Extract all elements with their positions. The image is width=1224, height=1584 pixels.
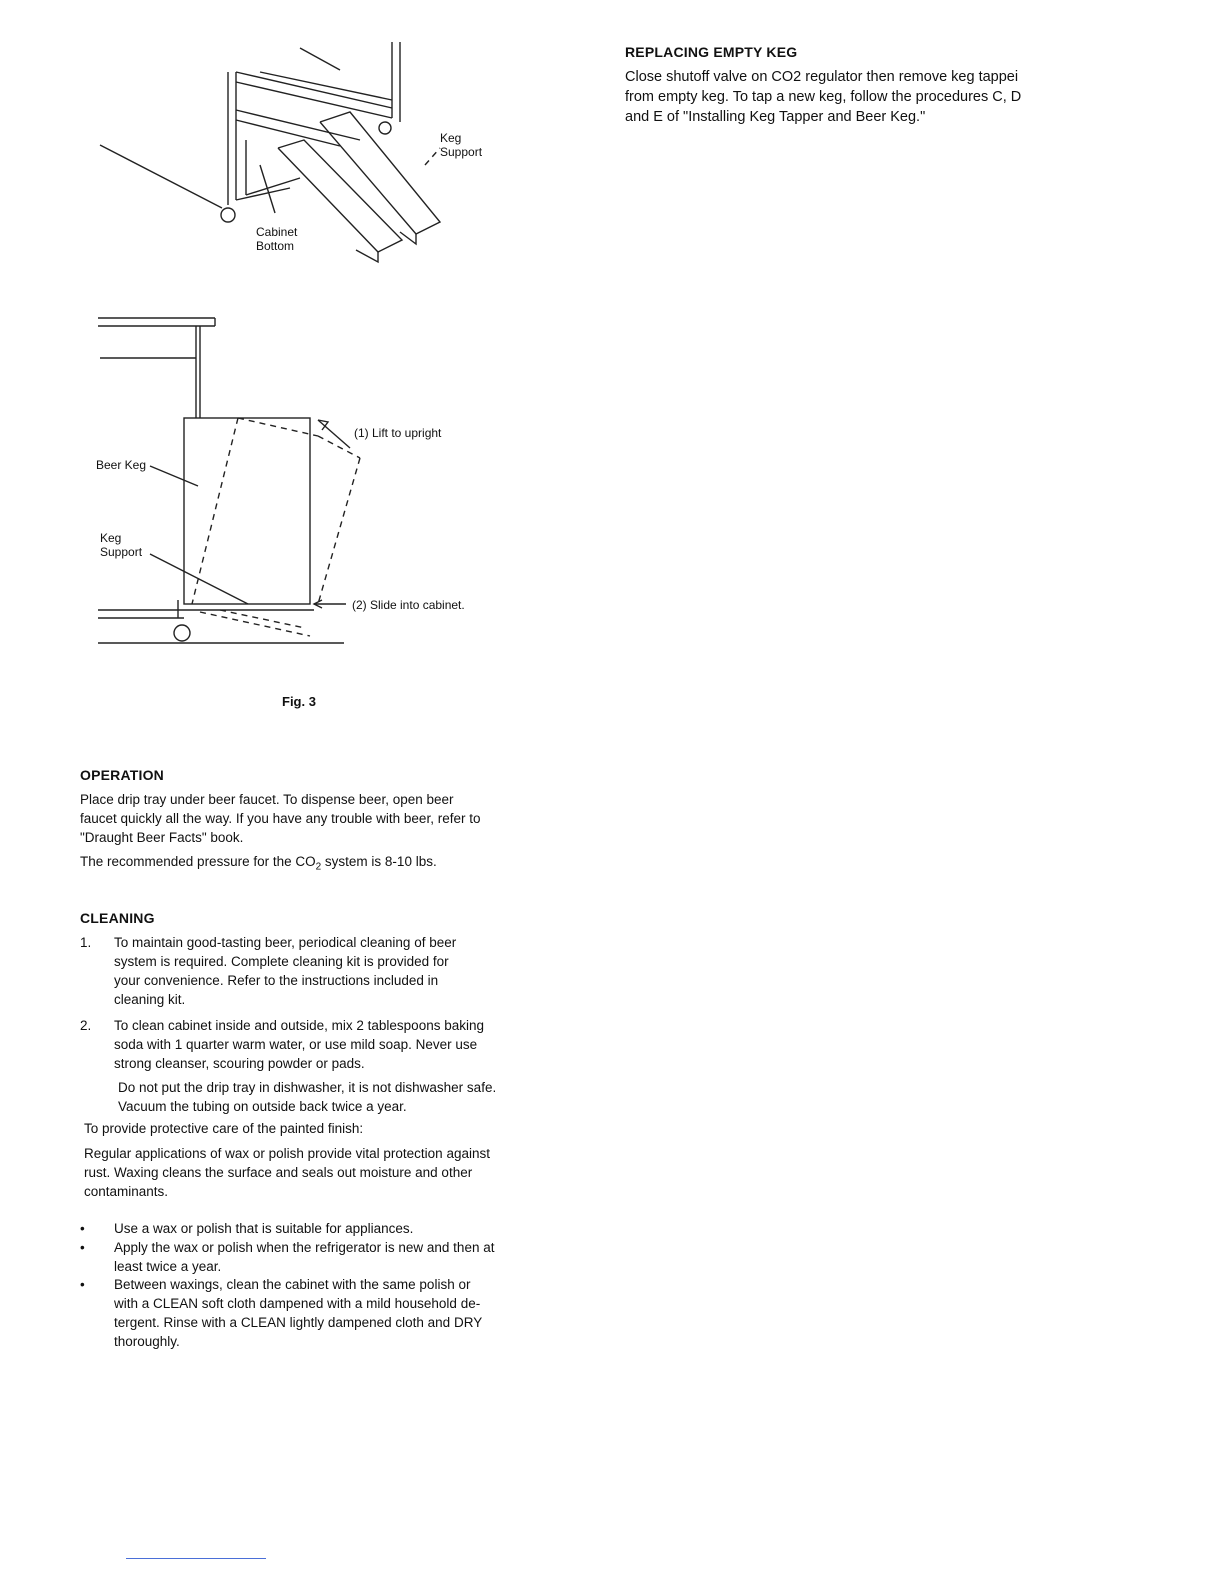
dishwasher-note	[118, 1078, 558, 1116]
cabinet-bottom-label-line: Cabinet	[256, 225, 298, 239]
keg-support-label-line: Keg	[100, 531, 122, 545]
cleaning-item-2	[80, 1016, 550, 1073]
bullet-line: least twice a year.	[114, 1259, 222, 1274]
bullet-item-3	[80, 1275, 550, 1351]
replacing-line: and E of "Installing Keg Tapper and Beer Keg."	[625, 109, 926, 125]
bullet-icon: •	[80, 1277, 85, 1292]
bullet-line: Between waxings, clean the cabinet with the same polish or	[114, 1277, 471, 1292]
item-number: 2.	[80, 1018, 92, 1033]
operation-line: Place drip tray under beer faucet. To dispense beer, open beer	[80, 792, 454, 807]
item-number: 1.	[80, 935, 92, 950]
item-line: system is required. Complete cleaning kit is provided for	[114, 954, 449, 969]
bullet-line: with a CLEAN soft cloth dampened with a mild household de-	[114, 1296, 481, 1311]
bullet-icon: •	[80, 1240, 85, 1255]
item-line: cleaning kit.	[114, 992, 186, 1007]
operation-line: "Draught Beer Facts" book.	[80, 830, 244, 845]
item-line: soda with 1 quarter warm water, or use mild soap. Never use	[114, 1037, 478, 1052]
bullet-icon: •	[80, 1221, 85, 1236]
finish-line: contaminants.	[84, 1184, 169, 1199]
note-line: Vacuum the tubing on outside back twice a year.	[118, 1099, 407, 1114]
pressure-text: system is 8-10 lbs.	[321, 854, 437, 869]
lift-label: (1) Lift to upright	[354, 426, 442, 440]
item-line: To clean cabinet inside and outside, mix 2 tablespoons baking	[114, 1018, 484, 1033]
replacing-heading: REPLACING EMPTY KEG	[625, 44, 798, 60]
replacing-line: from empty keg. To tap a new keg, follow the procedures C, D	[625, 89, 1022, 105]
item-line: To maintain good-tasting beer, periodical cleaning of beer	[114, 935, 457, 950]
keg-support-label-bottom	[100, 531, 142, 559]
item-line: strong cleanser, scouring powder or pads.	[114, 1056, 365, 1071]
keg-support-label-line: Support	[440, 145, 483, 159]
bullet-line: Apply the wax or polish when the refrigerator is new and then at	[114, 1240, 495, 1255]
cabinet-bottom-label-line: Bottom	[256, 239, 295, 253]
footer-rule	[126, 1558, 266, 1559]
pressure-text: The recommended pressure for the CO	[80, 854, 316, 869]
keg-support-label-line: Keg	[440, 131, 462, 145]
pressure-subscript: 2	[315, 861, 322, 873]
finish-paragraph	[84, 1144, 554, 1201]
figure-caption: Fig. 3	[282, 694, 316, 709]
bullet-item-2	[80, 1238, 550, 1276]
keg-support-label-line: Support	[100, 545, 143, 559]
pressure-note	[80, 852, 550, 877]
note-line: Do not put the drip tray in dishwasher, it is not dishwasher safe.	[118, 1080, 497, 1095]
operation-line: faucet quickly all the way. If you have any trouble with beer, refer to	[80, 811, 481, 826]
item-line: your convenience. Refer to the instructions included in	[114, 973, 439, 988]
bullet-line: thoroughly.	[114, 1334, 180, 1349]
operation-heading: OPERATION	[80, 767, 164, 783]
bullet-line: tergent. Rinse with a CLEAN lightly dampened cloth and DRY	[114, 1315, 483, 1330]
replacing-line: Close shutoff valve on CO2 regulator then remove keg tappei	[625, 69, 1019, 85]
bullet-item-1	[80, 1219, 550, 1238]
finish-line: rust. Waxing cleans the surface and seals out moisture and other	[84, 1165, 473, 1180]
bullet-line: Use a wax or polish that is suitable for appliances.	[114, 1221, 414, 1236]
replacing-paragraph	[625, 67, 1095, 127]
cleaning-heading: CLEANING	[80, 910, 155, 926]
cleaning-item-1	[80, 933, 550, 1009]
slide-label: (2) Slide into cabinet.	[352, 598, 465, 612]
beer-keg-label: Beer Keg	[96, 458, 147, 472]
operation-paragraph	[80, 790, 550, 847]
finish-line: Regular applications of wax or polish provide vital protection against	[84, 1146, 490, 1161]
finish-intro: To provide protective care of the painted finish:	[84, 1121, 364, 1136]
